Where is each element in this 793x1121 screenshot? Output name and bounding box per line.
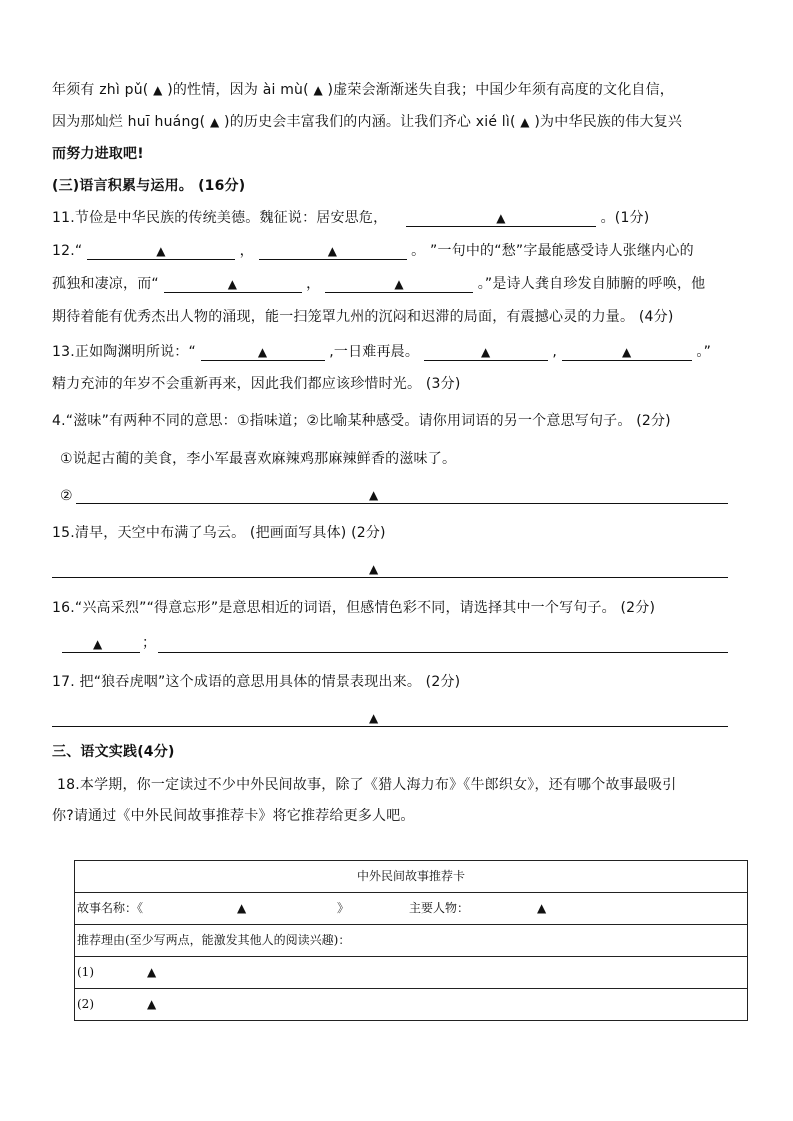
blank-zhipu[interactable]: ▲ — [153, 83, 163, 97]
blank-marker: ▲ — [622, 345, 632, 359]
question-12-line-1: 12.“ ▲ ， ▲ 。 ”一句中的“愁”字最能感受诗人张继内心的 — [52, 243, 694, 259]
card-row-name — [75, 893, 747, 925]
q17-answer-line[interactable] — [52, 726, 728, 727]
question-18-line-2: 你?请通过《中外民间故事推荐卡》将它推荐给更多人吧。 — [52, 808, 415, 824]
blank-marker: ▲ — [496, 211, 506, 225]
q15-answer-marker: ▲ — [369, 562, 379, 576]
character-label: 主要人物： — [409, 901, 470, 915]
reason-2-label: (2) — [77, 997, 94, 1011]
q12-blank-4[interactable] — [325, 274, 473, 293]
question-13-line-2: 精力充沛的年岁不会重新再来，因此我们都应该珍惜时光。 (3分) — [52, 376, 461, 392]
practice-heading: 三、语文实践(4分) — [52, 744, 175, 760]
question-13-line-1: 13.正如陶渊明所说：“ ▲ ,一日难再晨。 ▲ , ▲ 。” — [52, 344, 712, 360]
card-row-reason-2 — [75, 989, 747, 1021]
q13-blank-2[interactable] — [424, 342, 548, 361]
question-15: 15.清早，天空中布满了乌云。 (把画面写具体) (2分) — [52, 525, 386, 541]
q14-answer-marker: ▲ — [369, 488, 379, 502]
reason-1-label: (1) — [77, 965, 94, 979]
q15-answer-line[interactable] — [52, 577, 728, 578]
q12-blank-3[interactable] — [164, 274, 302, 293]
q16-blank-2[interactable] — [158, 652, 728, 653]
q16-separator: ； — [142, 635, 156, 651]
q13-blank-3[interactable] — [562, 342, 692, 361]
q13-blank-1[interactable] — [201, 342, 325, 361]
q14-answer-line[interactable] — [76, 503, 728, 504]
character-field[interactable]: ▲ — [537, 901, 547, 915]
question-17: 17. 把“狼吞虎咽”这个成语的意思用具体的情景表现出来。 (2分) — [52, 674, 461, 690]
q11-answer-blank[interactable] — [406, 208, 596, 227]
section-3-heading: (三)语言积累与运用。 (16分) — [52, 178, 246, 194]
blank-xieli[interactable]: ▲ — [520, 115, 530, 129]
blank-huihuang[interactable]: ▲ — [209, 115, 220, 129]
q12-blank-2[interactable] — [259, 241, 407, 260]
text-line-1: 年须有 zhì pǔ( ▲ )的性情，因为 ài mù( ▲ )虚荣会渐渐迷失自我；中国少年须有高度的文化自信， — [52, 82, 675, 98]
card-row-reason-1 — [75, 957, 747, 989]
question-18-line-1: 18.本学期，你一定读过不少中外民间故事，除了《猎人海力布》《牛郎织女》，还有哪个故事最吸引 — [57, 777, 677, 793]
text-line-2: 因为那灿烂 huī huáng( ▲ )的历史会丰富我们的内涵。让我们齐心 xié lì( ▲ )为中华民族的伟大复兴 — [52, 114, 683, 130]
story-name-field[interactable]: ▲ — [237, 901, 247, 915]
reason-1-field[interactable]: ▲ — [147, 965, 157, 979]
reason-2-field[interactable]: ▲ — [147, 997, 157, 1011]
question-12-line-3: 期待着能有优秀杰出人物的涌现，能一扫笼罩九州的沉闷和迟滞的局面，有震撼心灵的力量。 (4分) — [52, 309, 674, 325]
q17-answer-marker: ▲ — [369, 711, 379, 725]
recommendation-card — [74, 860, 748, 1021]
q16-blank-1[interactable] — [62, 652, 140, 653]
question-12-line-2: 孤独和凄凉，而“ ▲ ， ▲ 。”是诗人龚自珍发自肺腑的呼唤，他 — [52, 276, 706, 292]
q16-marker: ▲ — [93, 637, 103, 651]
blank-aimu[interactable]: ▲ — [313, 83, 323, 97]
story-name-close: 》 — [337, 901, 350, 915]
card-title: 中外民间故事推荐卡 — [75, 861, 747, 893]
question-14-line-3: ② — [60, 488, 73, 504]
blank-marker: ▲ — [481, 345, 491, 359]
question-16: 16.“兴高采烈”“得意忘形”是意思相近的词语，但感情色彩不同，请选择其中一个写句子。 (2分) — [52, 600, 656, 616]
blank-marker: ▲ — [227, 277, 238, 291]
blank-marker: ▲ — [394, 277, 404, 291]
card-row-reason: 推荐理由(至少写两点，能激发其他人的阅读兴趣)： — [75, 925, 747, 957]
question-14-line-1: 4.“滋味”有两种不同的意思：①指味道；②比喻某种感受。请你用词语的另一个意思写句子。 (2分) — [52, 413, 671, 429]
question-14-line-2: ①说起古蔺的美食，李小军最喜欢麻辣鸡那麻辣鲜香的滋味了。 — [60, 451, 457, 467]
blank-marker: ▲ — [156, 244, 166, 258]
text-line-3: 而努力进取吧! — [52, 146, 144, 162]
q12-blank-1[interactable] — [87, 241, 235, 260]
blank-marker: ▲ — [327, 244, 338, 258]
blank-marker: ▲ — [257, 345, 268, 359]
story-name-label: 故事名称：《 — [77, 901, 144, 915]
question-11: 11.节俭是中华民族的传统美德。魏征说：居安思危， ▲ 。(1分) — [52, 210, 650, 226]
